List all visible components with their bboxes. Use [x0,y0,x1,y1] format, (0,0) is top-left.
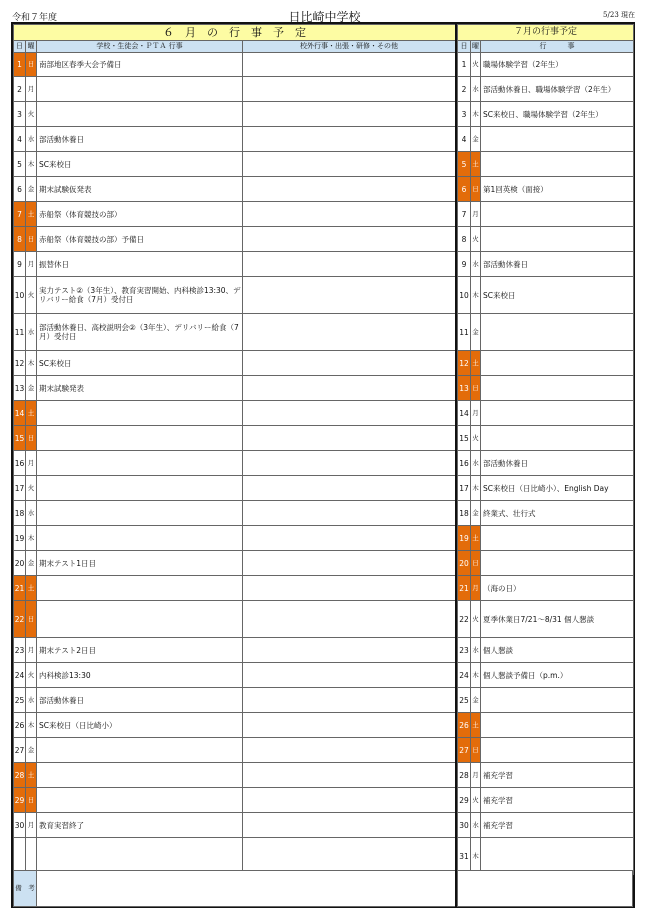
july-weekday-cell: 月 [471,763,481,788]
remarks-table [13,870,456,907]
june-day-cell: 15 [14,426,26,451]
june-outside-event-cell [243,314,456,351]
july-day-cell: 21 [458,576,471,601]
july-row [458,252,634,277]
june-event-cell: 内科検診13:30 [37,663,243,688]
july-row [458,526,634,551]
july-col-event: 行 事 [481,41,634,53]
july-event-cell: 補充学習 [481,788,634,813]
june-event-cell: SC来校日（日比崎小） [37,713,243,738]
june-outside-event-cell [243,102,456,127]
july-event-cell: 補充学習 [481,813,634,838]
july-weekday-cell: 月 [471,202,481,227]
july-day-cell: 28 [458,763,471,788]
june-outside-event-cell [243,838,456,875]
june-weekday-cell: 火 [26,663,37,688]
june-row [14,813,456,838]
june-day-cell: 12 [14,351,26,376]
june-day-cell: 10 [14,277,26,314]
july-day-cell: 17 [458,476,471,501]
july-weekday-cell: 火 [471,227,481,252]
june-outside-event-cell [243,351,456,376]
june-row [14,102,456,127]
july-row [458,476,634,501]
june-weekday-cell: 月 [26,451,37,476]
june-event-cell: 実力テスト②（3年生）、教育実習開始、内科検診13:30、デリバリー給食（7月）受付日 [37,277,243,314]
june-event-cell: SC来校日 [37,152,243,177]
june-event-cell [37,451,243,476]
july-event-cell: 夏季休業日7/21～8/31 個人懇談 [481,601,634,638]
june-event-cell: 教育実習終了 [37,813,243,838]
june-row [14,788,456,813]
july-day-cell: 27 [458,738,471,763]
june-row [14,426,456,451]
june-weekday-cell: 火 [26,102,37,127]
fiscal-year: 令和７年度 [12,13,58,23]
july-day-cell: 15 [458,426,471,451]
july-day-cell: 1 [458,53,471,77]
june-event-cell: 赤船祭（体育競技の部） [37,202,243,227]
june-row [14,501,456,526]
june-day-cell: 21 [14,576,26,601]
june-outside-event-cell [243,576,456,601]
june-event-cell [37,426,243,451]
june-row [14,177,456,202]
june-row [14,53,456,77]
july-weekday-cell: 月 [471,401,481,426]
july-weekday-cell: 水 [471,252,481,277]
june-weekday-cell: 月 [26,638,37,663]
june-col-outside-events: 校外行事・出張・研修・その他 [243,41,456,53]
june-day-cell: 11 [14,314,26,351]
june-row [14,638,456,663]
june-row [14,227,456,252]
july-row [458,763,634,788]
july-title: ７月の行事予定 [458,25,634,41]
june-row [14,314,456,351]
july-row [458,314,634,351]
june-event-cell: 部活動休養日、高校説明会②（3年生）、デリバリー給食（7月）受付日 [37,314,243,351]
june-weekday-cell: 水 [26,688,37,713]
june-event-cell [37,838,243,875]
june-weekday-cell: 金 [26,738,37,763]
july-event-cell [481,738,634,763]
july-day-cell: 7 [458,202,471,227]
june-day-cell: 22 [14,601,26,638]
july-event-cell: 終業式、壮行式 [481,501,634,526]
june-outside-event-cell [243,77,456,102]
june-weekday-cell: 水 [26,314,37,351]
june-event-cell [37,401,243,426]
june-weekday-cell: 日 [26,426,37,451]
july-day-cell: 31 [458,838,471,875]
july-day-cell: 16 [458,451,471,476]
june-col-day: 日 [14,41,26,53]
july-row [458,713,634,738]
july-weekday-cell: 火 [471,53,481,77]
june-day-cell: 14 [14,401,26,426]
june-event-cell [37,526,243,551]
july-weekday-cell: 月 [471,576,481,601]
july-weekday-cell: 土 [471,351,481,376]
july-row [458,351,634,376]
july-weekday-cell: 火 [471,426,481,451]
july-weekday-cell: 土 [471,152,481,177]
june-weekday-cell [26,838,37,875]
june-day-cell: 6 [14,177,26,202]
june-day-cell: 23 [14,638,26,663]
july-event-cell: 個人懇談予備日（p.m.） [481,663,634,688]
july-row [458,202,634,227]
june-day-cell: 18 [14,501,26,526]
june-day-cell: 19 [14,526,26,551]
june-day-cell: 26 [14,713,26,738]
june-outside-event-cell [243,426,456,451]
june-day-cell: 8 [14,227,26,252]
june-weekday-cell: 土 [26,401,37,426]
june-day-cell: 28 [14,763,26,788]
june-day-cell: 17 [14,476,26,501]
july-col-weekday: 曜 [471,41,481,53]
june-day-cell: 3 [14,102,26,127]
july-schedule-table [457,24,634,875]
july-row [458,813,634,838]
june-event-cell [37,738,243,763]
july-event-cell [481,838,634,875]
june-weekday-cell: 土 [26,202,37,227]
june-day-cell: 30 [14,813,26,838]
june-weekday-cell: 水 [26,501,37,526]
july-row [458,576,634,601]
july-row [458,53,634,77]
june-event-cell: 部活動休養日 [37,127,243,152]
july-event-cell: 部活動休養日、職場体験学習（2年生） [481,77,634,102]
july-row [458,227,634,252]
june-outside-event-cell [243,551,456,576]
remarks-field-july [458,871,633,907]
june-weekday-cell: 土 [26,576,37,601]
june-weekday-cell: 月 [26,252,37,277]
june-row [14,401,456,426]
june-day-cell: 29 [14,788,26,813]
june-event-cell [37,476,243,501]
july-event-cell [481,351,634,376]
june-day-cell [14,838,26,875]
remarks-table-july [457,870,633,907]
july-day-cell: 26 [458,713,471,738]
july-day-cell: 23 [458,638,471,663]
june-event-cell: 部活動休養日 [37,688,243,713]
june-outside-event-cell [243,252,456,277]
july-weekday-cell: 金 [471,127,481,152]
june-day-cell: 9 [14,252,26,277]
july-weekday-cell: 金 [471,501,481,526]
remarks-label: 備 考 [14,871,37,907]
july-event-cell [481,551,634,576]
june-outside-event-cell [243,813,456,838]
june-outside-event-cell [243,476,456,501]
july-row [458,426,634,451]
june-outside-event-cell [243,376,456,401]
july-weekday-cell: 木 [471,663,481,688]
june-day-cell: 5 [14,152,26,177]
july-day-cell: 10 [458,277,471,314]
june-event-cell: 赤船祭（体育競技の部）予備日 [37,227,243,252]
july-weekday-cell: 木 [471,838,481,875]
june-row [14,451,456,476]
june-weekday-cell: 日 [26,227,37,252]
june-day-cell: 27 [14,738,26,763]
july-day-cell: 4 [458,127,471,152]
july-event-cell [481,401,634,426]
july-day-cell: 5 [458,152,471,177]
july-day-cell: 8 [458,227,471,252]
remarks-field [37,871,456,907]
june-outside-event-cell [243,638,456,663]
july-day-cell: 6 [458,177,471,202]
june-weekday-cell: 火 [26,277,37,314]
july-row [458,688,634,713]
june-row [14,551,456,576]
july-day-cell: 18 [458,501,471,526]
july-row [458,102,634,127]
june-row [14,277,456,314]
june-outside-event-cell [243,663,456,688]
june-row [14,526,456,551]
july-weekday-cell: 水 [471,813,481,838]
july-day-cell: 20 [458,551,471,576]
june-day-cell: 16 [14,451,26,476]
june-day-cell: 20 [14,551,26,576]
june-day-cell: 25 [14,688,26,713]
june-row [14,127,456,152]
july-event-cell [481,713,634,738]
july-row [458,177,634,202]
july-row [458,788,634,813]
july-day-cell: 13 [458,376,471,401]
july-weekday-cell: 日 [471,738,481,763]
july-event-cell: SC来校日 [481,277,634,314]
column-separator [455,22,457,908]
june-row [14,252,456,277]
june-weekday-cell: 月 [26,813,37,838]
june-day-cell: 24 [14,663,26,688]
july-day-cell: 25 [458,688,471,713]
july-event-cell: 補充学習 [481,763,634,788]
july-event-cell [481,127,634,152]
june-event-cell: 振替休日 [37,252,243,277]
june-outside-event-cell [243,202,456,227]
june-weekday-cell: 金 [26,551,37,576]
june-weekday-cell: 日 [26,601,37,638]
july-day-cell: 24 [458,663,471,688]
june-event-cell: 期末テスト2日目 [37,638,243,663]
june-outside-event-cell [243,763,456,788]
july-day-cell: 11 [458,314,471,351]
july-weekday-cell: 火 [471,788,481,813]
july-event-cell: 第1回英検（面接） [481,177,634,202]
june-weekday-cell: 木 [26,152,37,177]
june-day-cell: 4 [14,127,26,152]
july-event-cell [481,314,634,351]
july-event-cell [481,202,634,227]
july-row [458,838,634,875]
july-weekday-cell: 火 [471,601,481,638]
june-row [14,351,456,376]
july-row [458,501,634,526]
july-weekday-cell: 日 [471,551,481,576]
june-weekday-cell: 火 [26,476,37,501]
july-row [458,551,634,576]
june-weekday-cell: 木 [26,351,37,376]
july-event-cell [481,526,634,551]
june-outside-event-cell [243,227,456,252]
july-event-cell: 個人懇談 [481,638,634,663]
july-weekday-cell: 水 [471,638,481,663]
june-row [14,152,456,177]
june-row [14,738,456,763]
july-day-cell: 9 [458,252,471,277]
june-day-cell: 7 [14,202,26,227]
june-outside-event-cell [243,526,456,551]
june-row [14,202,456,227]
june-weekday-cell: 日 [26,788,37,813]
june-outside-event-cell [243,401,456,426]
july-row [458,77,634,102]
july-row [458,451,634,476]
june-outside-event-cell [243,53,456,77]
july-event-cell: SC来校日、職場体験学習（2年生） [481,102,634,127]
june-event-cell [37,102,243,127]
july-row [458,663,634,688]
june-outside-event-cell [243,177,456,202]
june-weekday-cell: 土 [26,763,37,788]
june-outside-event-cell [243,688,456,713]
july-day-cell: 2 [458,77,471,102]
july-day-cell: 3 [458,102,471,127]
page-title: 日比崎中学校 [288,10,361,24]
june-row [14,601,456,638]
june-outside-event-cell [243,152,456,177]
june-weekday-cell: 日 [26,53,37,77]
june-event-cell: 期末テスト1日目 [37,551,243,576]
july-event-cell [481,688,634,713]
july-day-cell: 19 [458,526,471,551]
june-event-cell: 期末試験発表 [37,376,243,401]
july-weekday-cell: 金 [471,688,481,713]
july-event-cell [481,426,634,451]
july-weekday-cell: 水 [471,451,481,476]
july-weekday-cell: 日 [471,177,481,202]
june-row [14,77,456,102]
july-weekday-cell: 木 [471,277,481,314]
july-weekday-cell: 金 [471,314,481,351]
june-outside-event-cell [243,501,456,526]
july-event-cell: （海の日） [481,576,634,601]
june-schedule-table [13,24,456,875]
june-row [14,376,456,401]
june-weekday-cell: 木 [26,713,37,738]
july-row [458,401,634,426]
june-row [14,576,456,601]
july-weekday-cell: 土 [471,526,481,551]
june-outside-event-cell [243,738,456,763]
june-row [14,688,456,713]
july-weekday-cell: 水 [471,77,481,102]
june-event-cell: SC来校日 [37,351,243,376]
june-outside-event-cell [243,277,456,314]
july-weekday-cell: 日 [471,376,481,401]
july-day-cell: 29 [458,788,471,813]
july-event-cell: 部活動休養日 [481,252,634,277]
june-weekday-cell: 月 [26,77,37,102]
july-row [458,152,634,177]
july-weekday-cell: 木 [471,476,481,501]
july-row [458,127,634,152]
june-title: ６ 月 の 行 事 予 定 [14,25,456,41]
july-day-cell: 22 [458,601,471,638]
june-event-cell [37,788,243,813]
july-weekday-cell: 土 [471,713,481,738]
july-row [458,738,634,763]
june-weekday-cell: 金 [26,376,37,401]
july-event-cell: SC来校日（日比崎小）、English Day [481,476,634,501]
june-weekday-cell: 木 [26,526,37,551]
june-event-cell [37,501,243,526]
as-of-date: 5/23 現在 [603,11,635,19]
july-event-cell [481,376,634,401]
july-event-cell [481,152,634,177]
june-outside-event-cell [243,713,456,738]
june-event-cell [37,77,243,102]
june-col-school-events: 学校・生徒会・ＰＴＡ 行事 [37,41,243,53]
july-day-cell: 12 [458,351,471,376]
june-event-cell [37,576,243,601]
july-col-day: 日 [458,41,471,53]
june-row [14,763,456,788]
june-outside-event-cell [243,451,456,476]
june-event-cell [37,763,243,788]
june-weekday-cell: 金 [26,177,37,202]
june-event-cell: 南部地区春季大会予備日 [37,53,243,77]
july-event-cell: 部活動休養日 [481,451,634,476]
june-outside-event-cell [243,127,456,152]
june-weekday-cell: 水 [26,127,37,152]
june-outside-event-cell [243,601,456,638]
june-day-cell: 2 [14,77,26,102]
june-event-cell [37,601,243,638]
june-row [14,476,456,501]
july-event-cell: 職場体験学習（2年生） [481,53,634,77]
june-day-cell: 1 [14,53,26,77]
june-row [14,663,456,688]
july-row [458,601,634,638]
july-day-cell: 30 [458,813,471,838]
june-row [14,838,456,875]
june-day-cell: 13 [14,376,26,401]
june-event-cell: 期末試験仮発表 [37,177,243,202]
june-col-weekday: 曜 [26,41,37,53]
june-outside-event-cell [243,788,456,813]
july-day-cell: 14 [458,401,471,426]
july-event-cell [481,227,634,252]
july-row [458,638,634,663]
july-row [458,277,634,314]
july-row [458,376,634,401]
july-weekday-cell: 木 [471,102,481,127]
june-row [14,713,456,738]
